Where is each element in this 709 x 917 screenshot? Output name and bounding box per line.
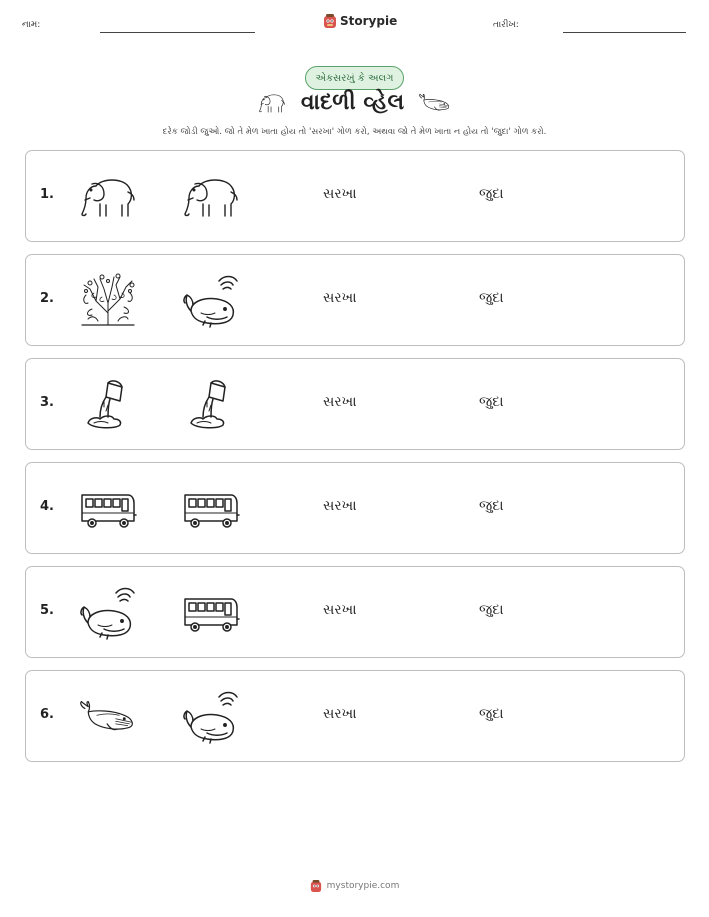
- different-option[interactable]: જુદા: [479, 498, 504, 514]
- bus-icon: [181, 585, 241, 641]
- brand-name: Storypie: [340, 14, 398, 28]
- row-number: 2.: [40, 291, 54, 306]
- mascot-icon: [323, 13, 337, 29]
- same-option[interactable]: સરખા: [323, 186, 357, 202]
- footer-site: mystorypie.com: [326, 881, 400, 891]
- page-title: વાદળી વ્હેલ: [300, 90, 405, 115]
- title-row: [0, 90, 709, 115]
- whale-spout-icon: [181, 689, 241, 745]
- instructions: દરેક જોડી જુઓ. જો તે મેળ ખાતા હોય તો 'સરખા' ગોળ કરો, અથવા જો તે મેળ ખાતા ન હોય તો 'જુદા' ગોળ કરો.: [162, 127, 547, 137]
- pair-row-2: [25, 254, 685, 346]
- row-number: 5.: [40, 603, 54, 618]
- coral-icon: [78, 273, 138, 329]
- same-option[interactable]: સરખા: [323, 602, 357, 618]
- bus-icon: [78, 481, 138, 537]
- footer: [0, 879, 709, 893]
- pair-row-3: [25, 358, 685, 450]
- brand-logo: [323, 13, 397, 29]
- row-number: 3.: [40, 395, 54, 410]
- date-label: તારીખ:: [493, 20, 519, 30]
- different-option[interactable]: જુદા: [479, 394, 504, 410]
- topic-badge: એકસરખું કે અલગ: [305, 66, 404, 90]
- row-number: 4.: [40, 499, 54, 514]
- mascot-icon: [310, 879, 322, 893]
- pair-row-1: [25, 150, 685, 242]
- same-option[interactable]: સરખા: [323, 394, 357, 410]
- bus-icon: [181, 481, 241, 537]
- row-number: 6.: [40, 707, 54, 722]
- pair-row-5: [25, 566, 685, 658]
- blue-whale-icon: [78, 689, 138, 745]
- row-number: 1.: [40, 187, 54, 202]
- pouring-bucket-icon: [78, 377, 138, 433]
- pair-row-6: [25, 670, 685, 762]
- different-option[interactable]: જુદા: [479, 706, 504, 722]
- different-option[interactable]: જુદા: [479, 290, 504, 306]
- pouring-bucket-icon: [181, 377, 241, 433]
- date-field-line[interactable]: [563, 32, 686, 33]
- pair-row-4: [25, 462, 685, 554]
- same-option[interactable]: સરખા: [323, 498, 357, 514]
- elephant-icon: [78, 169, 138, 225]
- blue-whale-icon: [418, 92, 452, 114]
- different-option[interactable]: જુદા: [479, 602, 504, 618]
- same-option[interactable]: સરખા: [323, 706, 357, 722]
- elephant-icon: [181, 169, 241, 225]
- whale-spout-icon: [78, 585, 138, 641]
- name-field-line[interactable]: [100, 32, 255, 33]
- name-label: નામ:: [22, 20, 41, 30]
- whale-spout-icon: [181, 273, 241, 329]
- different-option[interactable]: જુદા: [479, 186, 504, 202]
- elephant-icon: [257, 91, 287, 115]
- same-option[interactable]: સરખા: [323, 290, 357, 306]
